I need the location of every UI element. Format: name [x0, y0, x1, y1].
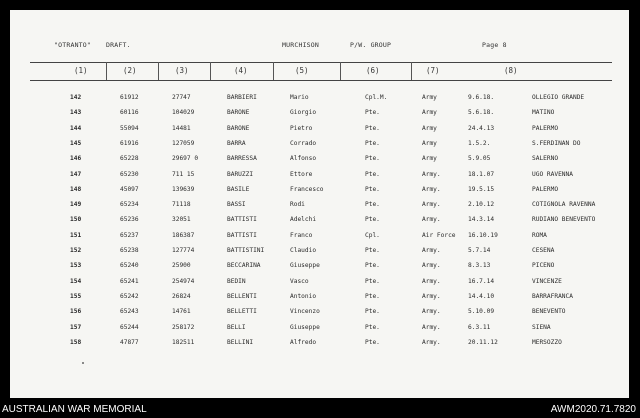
given-name: Alfonso	[290, 155, 317, 163]
surname: BATTISTI	[227, 216, 257, 224]
service-number: 14761	[172, 308, 191, 316]
service-number: 127059	[172, 139, 195, 147]
surname: BARRESSA	[227, 155, 257, 163]
rank: Pte.	[365, 216, 380, 224]
given-name: Mario	[290, 94, 309, 101]
column-header: (3)	[175, 66, 189, 75]
service-number: 27747	[172, 94, 191, 101]
serial-number: 142	[70, 94, 82, 101]
birth-date: 18.1.07	[468, 170, 495, 178]
service: Army.	[422, 247, 441, 254]
table-row	[10, 308, 629, 323]
serial-number: 158	[70, 338, 82, 346]
column-divider	[106, 62, 107, 80]
rank: Pte.	[365, 170, 380, 178]
service: Army.	[422, 323, 441, 331]
column-header: (7)	[426, 66, 440, 75]
surname: BATTISTI	[227, 231, 257, 239]
birthplace: ROMA	[532, 231, 547, 239]
service: Army.	[422, 170, 441, 178]
birthplace: UGO RAVENNA	[532, 170, 573, 178]
birthplace: COTIGNOLA RAVENNA	[532, 201, 596, 209]
birthplace: PALERMO	[532, 185, 559, 193]
given-name: Pietro	[290, 124, 313, 132]
birth-date: 1.5.2.	[468, 139, 491, 147]
rank: Pte.	[365, 338, 380, 346]
surname: BELLETTI	[227, 308, 257, 316]
serial-number: 153	[70, 262, 82, 270]
personal-number: 65243	[120, 308, 139, 316]
header-top-rule	[30, 62, 612, 63]
birth-date: 16.10.19	[468, 231, 498, 239]
surname: BARRA	[227, 139, 246, 147]
column-divider	[340, 62, 341, 80]
table-row	[10, 278, 629, 293]
serial-number: 143	[70, 109, 82, 117]
birth-date: 14.4.10	[468, 292, 495, 300]
birthplace: PALERMO	[532, 124, 559, 132]
location-label: MURCHISON	[282, 41, 320, 49]
given-name: Vincenzo	[290, 308, 320, 316]
service-number: 258172	[172, 323, 195, 331]
surname: BARONE	[227, 109, 250, 117]
footer-accession: AWM2020.71.7820	[550, 404, 636, 415]
birth-date: 19.5.15	[468, 185, 495, 193]
birth-date: 2.10.12	[468, 201, 495, 209]
serial-number: 149	[70, 201, 82, 209]
personal-number: 61916	[120, 139, 139, 147]
surname: BELLENTI	[227, 292, 257, 300]
service: Army.	[422, 185, 441, 193]
ship-name: "OTRANTO"	[54, 41, 92, 49]
birth-date: 5.9.05	[468, 155, 491, 163]
service: Army.	[422, 308, 441, 316]
table-row	[10, 125, 629, 140]
birthplace: SALERNO	[532, 155, 559, 163]
rank: Pte.	[365, 124, 380, 132]
birth-date: 5.10.09	[468, 308, 495, 316]
personal-number: 65244	[120, 323, 139, 331]
birthplace: S.FERDINAN DO	[532, 139, 581, 147]
surname: BECCARINA	[227, 262, 261, 270]
service-number: 25900	[172, 262, 191, 270]
column-divider	[158, 62, 159, 80]
rank: Pte.	[365, 155, 380, 163]
birth-date: 5.7.14	[468, 247, 491, 254]
personal-number: 65234	[120, 201, 139, 209]
birth-date: 20.11.12	[468, 338, 498, 346]
birth-date: 24.4.13	[468, 124, 495, 132]
personal-number: 55094	[120, 124, 139, 132]
header-bottom-rule	[30, 80, 612, 81]
given-name: Francesco	[290, 185, 324, 193]
given-name: Alfredo	[290, 338, 317, 346]
service: Army.	[422, 338, 441, 346]
service: Army	[422, 124, 437, 132]
rank: Cpl.M.	[365, 94, 388, 101]
table-row	[10, 339, 629, 354]
given-name: Giuseppe	[290, 262, 320, 270]
service-number: 71118	[172, 201, 191, 209]
birth-date: 8.3.13	[468, 262, 491, 270]
group-label: P/W. GROUP	[350, 41, 392, 49]
rank: Pte.	[365, 201, 380, 209]
birth-date: 16.7.14	[468, 277, 495, 285]
column-header: (5)	[295, 66, 309, 75]
birth-date: 14.3.14	[468, 216, 495, 224]
serial-number: 152	[70, 247, 82, 254]
column-header: (6)	[366, 66, 380, 75]
service-number: 29697 0	[172, 155, 199, 163]
personal-number: 65236	[120, 216, 139, 224]
given-name: Ettore	[290, 170, 313, 178]
table-row	[10, 262, 629, 277]
personal-number: 60116	[120, 109, 139, 117]
surname: BARBIERI	[227, 94, 257, 101]
personal-number: 65238	[120, 247, 139, 254]
column-header: (4)	[234, 66, 248, 75]
service: Army	[422, 155, 437, 163]
personal-number: 45097	[120, 185, 139, 193]
rank: Pte.	[365, 308, 380, 316]
rank: Cpl.	[365, 231, 380, 239]
serial-number: 155	[70, 292, 82, 300]
rank: Pte.	[365, 139, 380, 147]
service: Army.	[422, 201, 441, 209]
service-number: 139639	[172, 185, 195, 193]
table-row	[10, 109, 629, 124]
personal-number: 65241	[120, 277, 139, 285]
personal-number: 65240	[120, 262, 139, 270]
birthplace: OLLEGIO GRANDE	[532, 94, 585, 101]
serial-number: 151	[70, 231, 82, 239]
rank: Pte.	[365, 247, 380, 254]
surname: BEDIN	[227, 277, 246, 285]
serial-number: 148	[70, 185, 82, 193]
surname: BELLINI	[227, 338, 254, 346]
ink-mark	[82, 362, 84, 364]
service-number: 182511	[172, 338, 195, 346]
given-name: Franco	[290, 231, 313, 239]
table-row	[10, 94, 629, 109]
table-row	[10, 216, 629, 231]
surname: BATTISTINI	[227, 247, 265, 254]
table-row	[10, 201, 629, 216]
column-divider	[273, 62, 274, 80]
given-name: Adelchi	[290, 216, 317, 224]
table-row	[10, 155, 629, 170]
birthplace: MERSOZZO	[532, 338, 562, 346]
column-header: (8)	[504, 66, 518, 75]
table-row	[10, 171, 629, 186]
page-number: Page 8	[482, 41, 507, 49]
rank: Pte.	[365, 277, 380, 285]
given-name: Vasco	[290, 277, 309, 285]
service: Army.	[422, 277, 441, 285]
serial-number: 147	[70, 170, 82, 178]
table-row	[10, 293, 629, 308]
table-row	[10, 186, 629, 201]
personal-number: 47877	[120, 338, 139, 346]
given-name: Giuseppe	[290, 323, 320, 331]
column-divider	[411, 62, 412, 80]
service: Army	[422, 94, 437, 101]
birthplace: BENEVENTO	[532, 308, 566, 316]
rank: Pte.	[365, 323, 380, 331]
surname: BASILE	[227, 185, 250, 193]
birthplace: BARRAFRANCA	[532, 292, 573, 300]
rank: Pte.	[365, 292, 380, 300]
given-name: Rodi	[290, 201, 305, 209]
service-number: 26824	[172, 292, 191, 300]
given-name: Corrado	[290, 139, 317, 147]
birthplace: PICENO	[532, 262, 555, 270]
birthplace: CESENA	[532, 247, 555, 254]
service-number: 14481	[172, 124, 191, 132]
service: Army.	[422, 262, 441, 270]
footer-institution: AUSTRALIAN WAR MEMORIAL	[2, 404, 147, 415]
table-row	[10, 232, 629, 247]
personal-number: 65230	[120, 170, 139, 178]
birth-date: 5.6.18.	[468, 109, 495, 117]
serial-number: 144	[70, 124, 82, 132]
personal-number: 61912	[120, 94, 139, 101]
service-number: 104029	[172, 109, 195, 117]
column-divider	[210, 62, 211, 80]
service-number: 254974	[172, 277, 195, 285]
serial-number: 146	[70, 155, 82, 163]
service: Air Force	[422, 231, 456, 239]
surname: BASSI	[227, 201, 246, 209]
surname: BARUZZI	[227, 170, 254, 178]
column-header: (2)	[123, 66, 137, 75]
rank: Pte.	[365, 185, 380, 193]
personal-number: 65228	[120, 155, 139, 163]
table-row	[10, 247, 629, 262]
service: Army.	[422, 216, 441, 224]
given-name: Giorgio	[290, 109, 317, 117]
given-name: Claudio	[290, 247, 317, 254]
birthplace: VINCENZE	[532, 277, 562, 285]
surname: BELLI	[227, 323, 246, 331]
rank: Pte.	[365, 262, 380, 270]
document-sheet	[10, 10, 629, 398]
personal-number: 65237	[120, 231, 139, 239]
table-row	[10, 140, 629, 155]
birthplace: RUDIANO BENEVENTO	[532, 216, 596, 224]
service-number: 186387	[172, 231, 195, 239]
birthplace: MATINO	[532, 109, 555, 117]
service-number: 711 15	[172, 170, 195, 178]
service: Army	[422, 109, 437, 117]
serial-number: 150	[70, 216, 82, 224]
serial-number: 157	[70, 323, 82, 331]
serial-number: 154	[70, 277, 82, 285]
given-name: Antonio	[290, 292, 317, 300]
service-number: 32051	[172, 216, 191, 224]
table-row	[10, 324, 629, 339]
serial-number: 145	[70, 139, 82, 147]
personal-number: 65242	[120, 292, 139, 300]
birth-date: 6.3.11	[468, 323, 491, 331]
service: Army.	[422, 292, 441, 300]
service-number: 127774	[172, 247, 195, 254]
rank: Pte.	[365, 109, 380, 117]
birthplace: SIENA	[532, 323, 551, 331]
draft-label: DRAFT.	[106, 41, 131, 49]
birth-date: 9.6.18.	[468, 94, 495, 101]
service: Army	[422, 139, 437, 147]
serial-number: 156	[70, 308, 82, 316]
column-header: (1)	[74, 66, 88, 75]
surname: BARONE	[227, 124, 250, 132]
